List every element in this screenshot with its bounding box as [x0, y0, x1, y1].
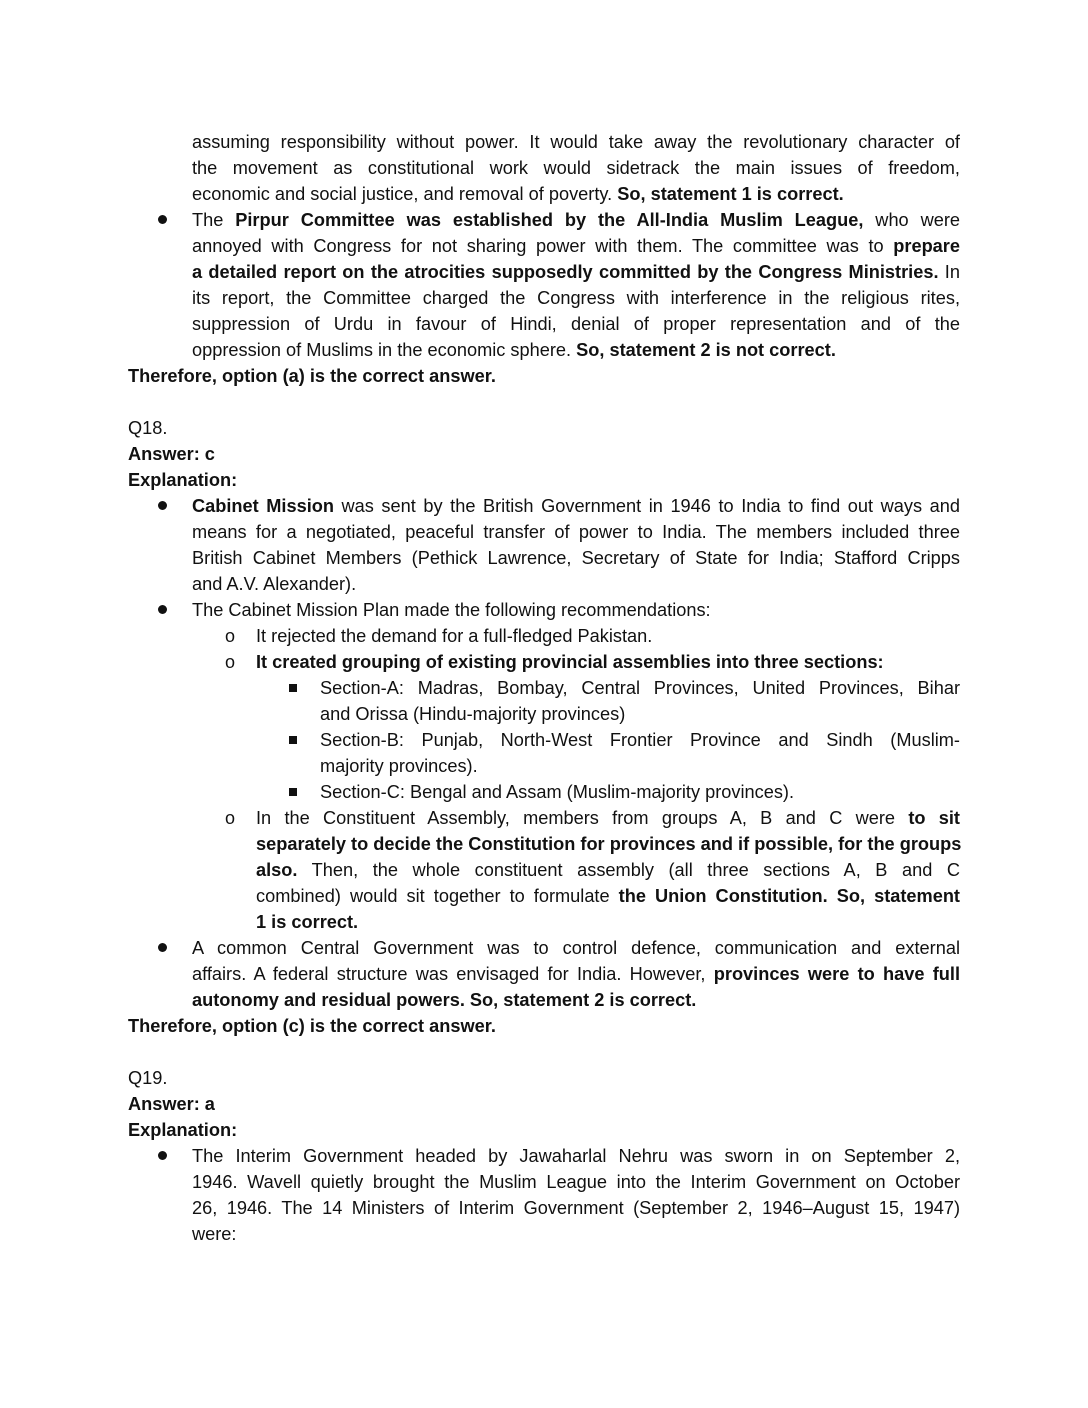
bullet-icon	[158, 215, 167, 224]
q18-section-c: Section-C: Bengal and Assam (Muslim-majority provinces).	[320, 782, 795, 802]
q18-answer: Answer: c	[128, 444, 215, 464]
q17-para-line: the movement as constitutional work would sidetrack the main issues of freedom,	[192, 158, 960, 178]
q18-section-b: majority provinces).	[320, 756, 478, 776]
q18-sub3-line: In the Constituent Assembly, members from groups A, B and C were to sit	[256, 808, 960, 828]
q17-bullet2-line: suppression of Urdu in favour of Hindi, denial of proper representation and of the	[192, 314, 960, 334]
q19-label: Q19.	[128, 1068, 168, 1088]
q18-bullet1-line: British Cabinet Members (Pethick Lawrence, Secretary of State for India; Stafford Cripps	[192, 548, 960, 568]
q18-bullet1-line: and A.V. Alexander).	[192, 574, 357, 594]
q17-conclusion: Therefore, option (a) is the correct answer.	[128, 366, 496, 386]
bullet-icon	[158, 605, 167, 614]
circle-bullet-icon: o	[225, 626, 236, 646]
square-bullet-icon	[289, 684, 297, 692]
q18-sub1: It rejected the demand for a full-fledged Pakistan.	[256, 626, 653, 646]
q18-sub3-line: also. Then, the whole constituent assembly (all three sections A, B and C	[256, 860, 960, 880]
bullet-icon	[158, 501, 167, 510]
q17-bullet2-line: The Pirpur Committee was established by the All-India Muslim League, who were	[192, 210, 960, 230]
q17-para-line: economic and social justice, and removal of poverty. So, statement 1 is correct.	[192, 184, 844, 204]
square-bullet-icon	[289, 788, 297, 796]
q18-bullet3-line: autonomy and residual powers. So, statement 2 is correct.	[192, 990, 697, 1010]
bullet-icon	[158, 1151, 167, 1160]
square-bullet-icon	[289, 736, 297, 744]
q18-bullet1-line: means for a negotiated, peaceful transfer of power to India. The members included three	[192, 522, 960, 542]
q18-sub2: It created grouping of existing provincial assemblies into three sections:	[256, 652, 884, 672]
circle-bullet-icon: o	[225, 652, 236, 672]
q18-label: Q18.	[128, 418, 168, 438]
q18-section-b: Section-B: Punjab, North-West Frontier Province and Sindh (Muslim-	[320, 730, 960, 750]
q18-sub3-line: 1 is correct.	[256, 912, 359, 932]
q19-bullet1-line: 26, 1946. The 14 Ministers of Interim Government (September 2, 1946–August 15, 1947)	[192, 1198, 960, 1218]
q18-bullet1-line: Cabinet Mission was sent by the British Government in 1946 to India to find out ways and	[192, 496, 960, 516]
q19-answer: Answer: a	[128, 1094, 215, 1114]
q17-bullet2-line: oppression of Muslims in the economic sphere. So, statement 2 is not correct.	[192, 340, 836, 360]
q17-bullet2-line: its report, the Committee charged the Congress with interference in the religious rites,	[192, 288, 960, 308]
q17-para-line: assuming responsibility without power. It would take away the revolutionary character of	[192, 132, 960, 152]
q18-section-a: and Orissa (Hindu-majority provinces)	[320, 704, 626, 724]
q18-conclusion: Therefore, option (c) is the correct answer.	[128, 1016, 496, 1036]
circle-bullet-icon: o	[225, 808, 236, 828]
q18-bullet2: The Cabinet Mission Plan made the following recommendations:	[192, 600, 711, 620]
bullet-icon	[158, 943, 167, 952]
q18-explanation-label: Explanation:	[128, 470, 238, 490]
q19-bullet1-line: The Interim Government headed by Jawaharlal Nehru was sworn in on September 2,	[192, 1146, 960, 1166]
q19-bullet1-line: were:	[192, 1224, 237, 1244]
q18-bullet3-line: affairs. A federal structure was envisaged for India. However, provinces were to have full	[192, 964, 960, 984]
q18-sub3-line: separately to decide the Constitution for provinces and if possible, for the groups	[256, 834, 962, 854]
q18-bullet3-line: A common Central Government was to control defence, communication and external	[192, 938, 960, 958]
q18-sub3-line: combined) would sit together to formulate the Union Constitution. So, statement	[256, 886, 960, 906]
q17-bullet2-line: annoyed with Congress for not sharing power with them. The committee was to prepare	[192, 236, 960, 256]
q18-section-a: Section-A: Madras, Bombay, Central Provinces, United Provinces, Bihar	[320, 678, 960, 698]
q17-bullet2-line: a detailed report on the atrocities supposedly committed by the Congress Ministries. In	[192, 262, 960, 282]
q19-explanation-label: Explanation:	[128, 1120, 238, 1140]
q19-bullet1-line: 1946. Wavell quietly brought the Muslim League into the Interim Government on October	[192, 1172, 960, 1192]
